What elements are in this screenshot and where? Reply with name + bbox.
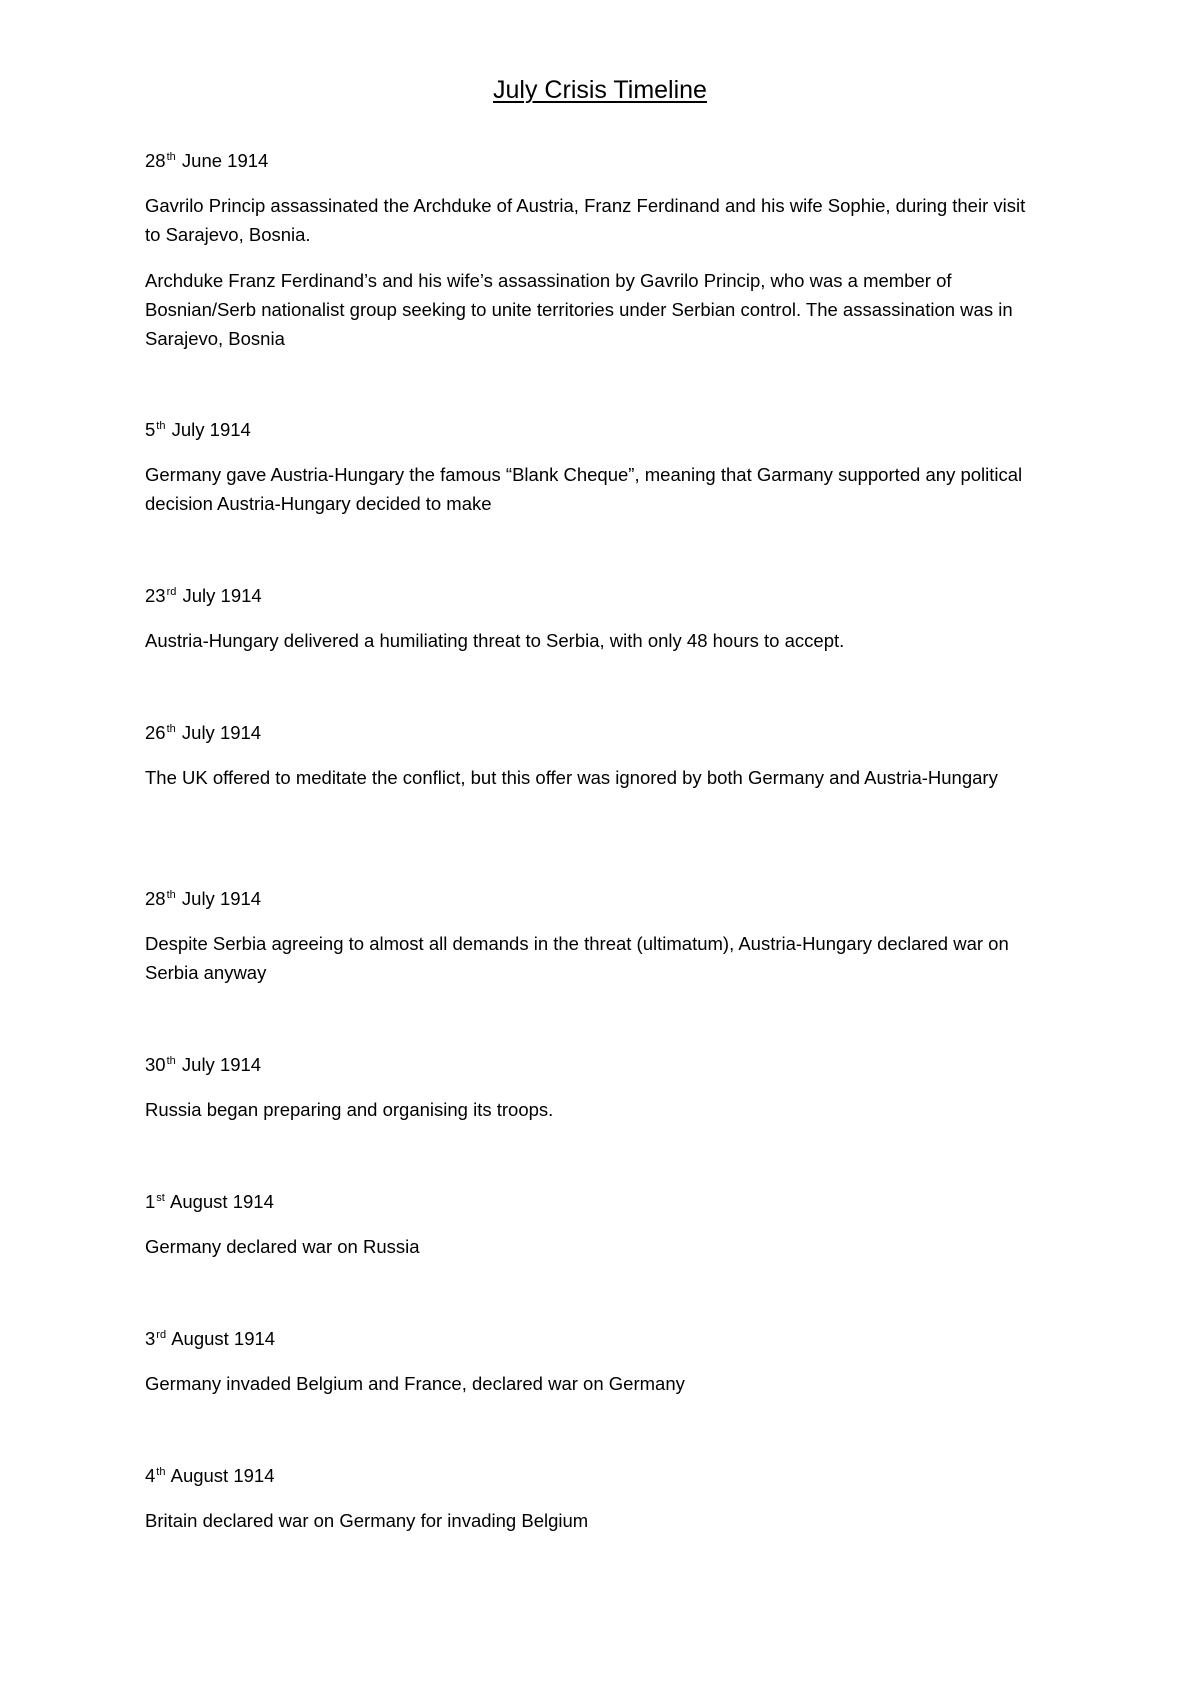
event-date: 1st August 1914 <box>145 1191 274 1212</box>
event-description: Germany gave Austria-Hungary the famous “Blank Cheque”, meaning that Garmany supported any political decision Austria-Hungary decided to make <box>145 464 1023 514</box>
page-title: July Crisis Timeline <box>493 76 707 104</box>
event-description: Gavrilo Princip assassinated the Archduke of Austria, Franz Ferdinand and his wife Sophie, during their visit to Sarajevo, Bosnia. <box>145 195 1026 245</box>
event-description: The UK offered to meditate the conflict, but this offer was ignored by both Germany and Austria-Hungary <box>145 767 998 788</box>
event-date: 30th July 1914 <box>145 1054 262 1075</box>
event-description: Austria-Hungary delivered a humiliating threat to Serbia, with only 48 hours to accept. <box>145 630 845 651</box>
event-date: 23rd July 1914 <box>145 585 262 606</box>
event-description: Britain declared war on Germany for invading Belgium <box>145 1510 589 1531</box>
event-description: Germany invaded Belgium and France, declared war on Germany <box>145 1373 685 1394</box>
event-description: Despite Serbia agreeing to almost all demands in the threat (ultimatum), Austria-Hungary declared war on Serbia anyway <box>145 933 1009 983</box>
event-date: 26th July 1914 <box>145 722 262 743</box>
event-description: Germany declared war on Russia <box>145 1236 420 1257</box>
event-description: Russia began preparing and organising its troops. <box>145 1099 554 1120</box>
event-date: 5th July 1914 <box>145 419 251 440</box>
event-date: 3rd August 1914 <box>145 1328 276 1349</box>
event-date: 28th July 1914 <box>145 888 262 909</box>
event-description: Archduke Franz Ferdinand’s and his wife’s assassination by Gavrilo Princip, who was a member of Bosnian/Serb nationalist group seeking to unite territories under Serbian control. The assassination was in Sarajevo, Bosnia <box>145 270 1013 349</box>
event-date: 4th August 1914 <box>145 1465 275 1486</box>
event-date: 28th June 1914 <box>145 150 269 171</box>
